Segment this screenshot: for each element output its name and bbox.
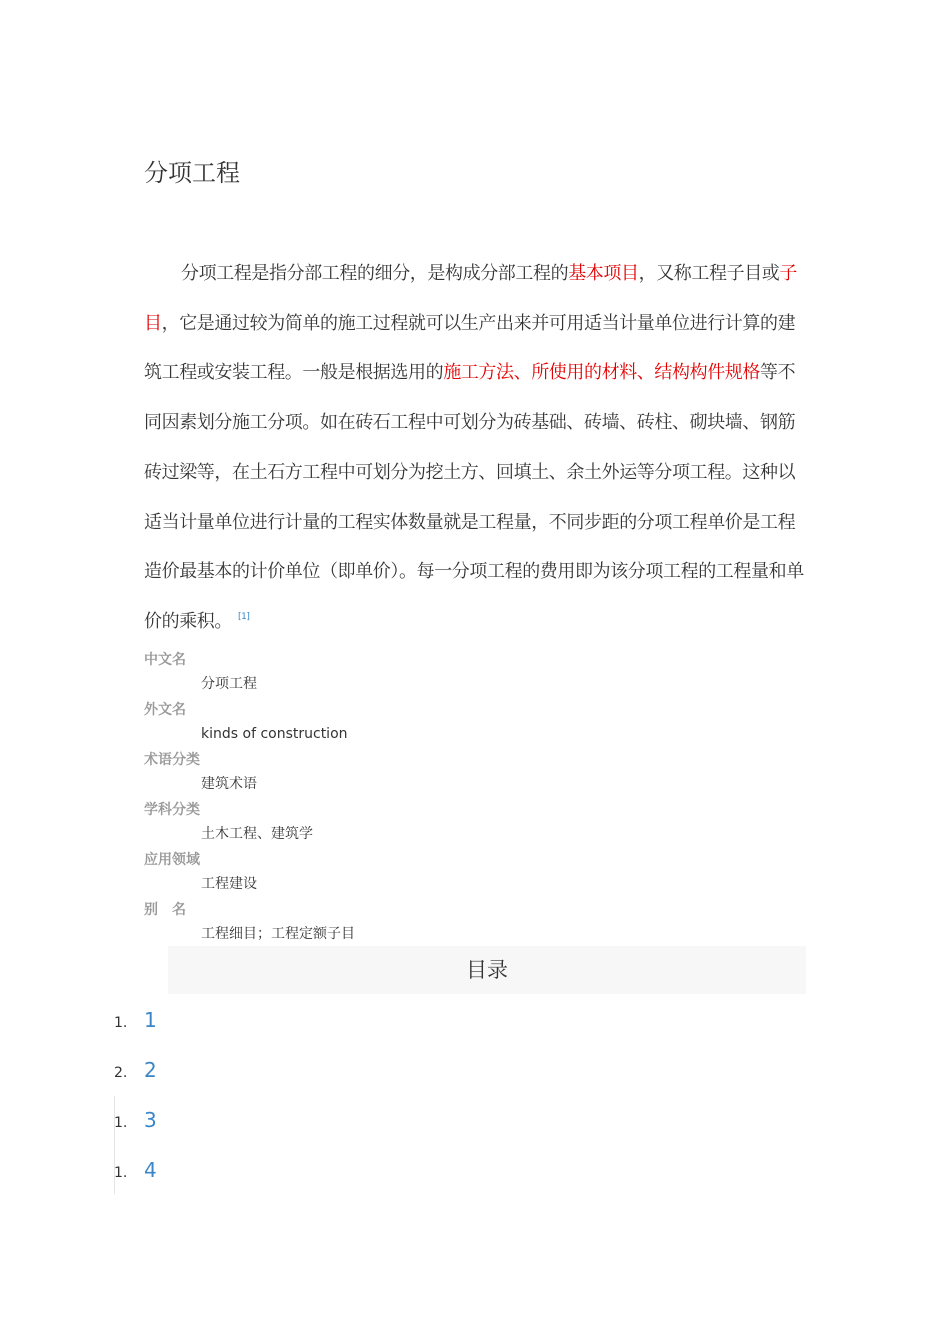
- toc-title: 目录: [168, 946, 806, 994]
- info-label: 应用领域: [144, 852, 200, 868]
- toc-item-number: 1.: [114, 1115, 128, 1131]
- toc-item[interactable]: [114, 1146, 314, 1196]
- info-label: 学科分类: [144, 802, 200, 818]
- summary-highlight: 施工方法、所使用的材料、结构构件规格: [443, 362, 761, 384]
- summary-highlight: 基本项目: [568, 263, 639, 284]
- summary-text: 等不同因素划分施工分项。如在砖石工程中可划分为砖基础、砖墙、砖柱、砌块墙、钢筋砖过梁等，在土石方工程中可划分为挖土方、回填土、余土外运等分项工程。这种以适当计量单位进行计量的工程实体数量就是工程量，不同步距的分项工程单价是工程造价最基本的计价单位（即单价）。每一分项工程的费用即为该分项工程的工程量和单价的乘积。: [144, 362, 804, 632]
- info-value: 建筑术语: [201, 776, 257, 792]
- info-row: [144, 798, 810, 848]
- reference-link[interactable]: [1]: [238, 611, 250, 622]
- toc-item-number: 1.: [114, 1165, 128, 1181]
- info-label: 别 名: [144, 902, 186, 918]
- info-value: kinds of construction: [201, 726, 348, 742]
- toc-item-link[interactable]: 2: [144, 1058, 157, 1082]
- toc-item-link[interactable]: 4: [144, 1158, 157, 1182]
- summary-paragraph: [144, 249, 810, 647]
- toc-item-link[interactable]: 3: [144, 1108, 157, 1132]
- info-row: [144, 898, 810, 948]
- info-value: 土木工程、建筑学: [201, 826, 313, 842]
- basic-info: [144, 648, 810, 948]
- info-label: 中文名: [144, 652, 186, 668]
- info-row: [144, 698, 810, 748]
- info-row: [144, 848, 810, 898]
- info-row: [144, 648, 810, 698]
- toc-item-number: 1.: [114, 1015, 128, 1031]
- toc-item-link[interactable]: 1: [144, 1008, 157, 1032]
- toc-item[interactable]: [114, 996, 314, 1046]
- page-title: 分项工程: [144, 159, 240, 187]
- summary-highlight: 子目: [144, 263, 798, 334]
- summary-text: 分项工程是指分部工程的细分，是构成分部工程的: [181, 263, 569, 284]
- info-value: 分项工程: [201, 676, 257, 692]
- summary-text: ，它是通过较为简单的施工过程就可以生产出来并可用适当计量单位进行计算的建筑工程或安装工程。一般是根据选用的: [144, 312, 796, 384]
- toc-item[interactable]: [114, 1096, 314, 1146]
- toc-item-number: 2.: [114, 1065, 128, 1081]
- info-row: [144, 748, 810, 798]
- info-value: 工程建设: [201, 876, 257, 892]
- info-label: 外文名: [144, 702, 186, 718]
- info-label: 术语分类: [144, 752, 200, 768]
- summary-text: ，又称工程子目或: [638, 263, 780, 284]
- info-value: 工程细目；工程定额子目: [201, 926, 355, 942]
- toc-item[interactable]: [114, 1046, 314, 1096]
